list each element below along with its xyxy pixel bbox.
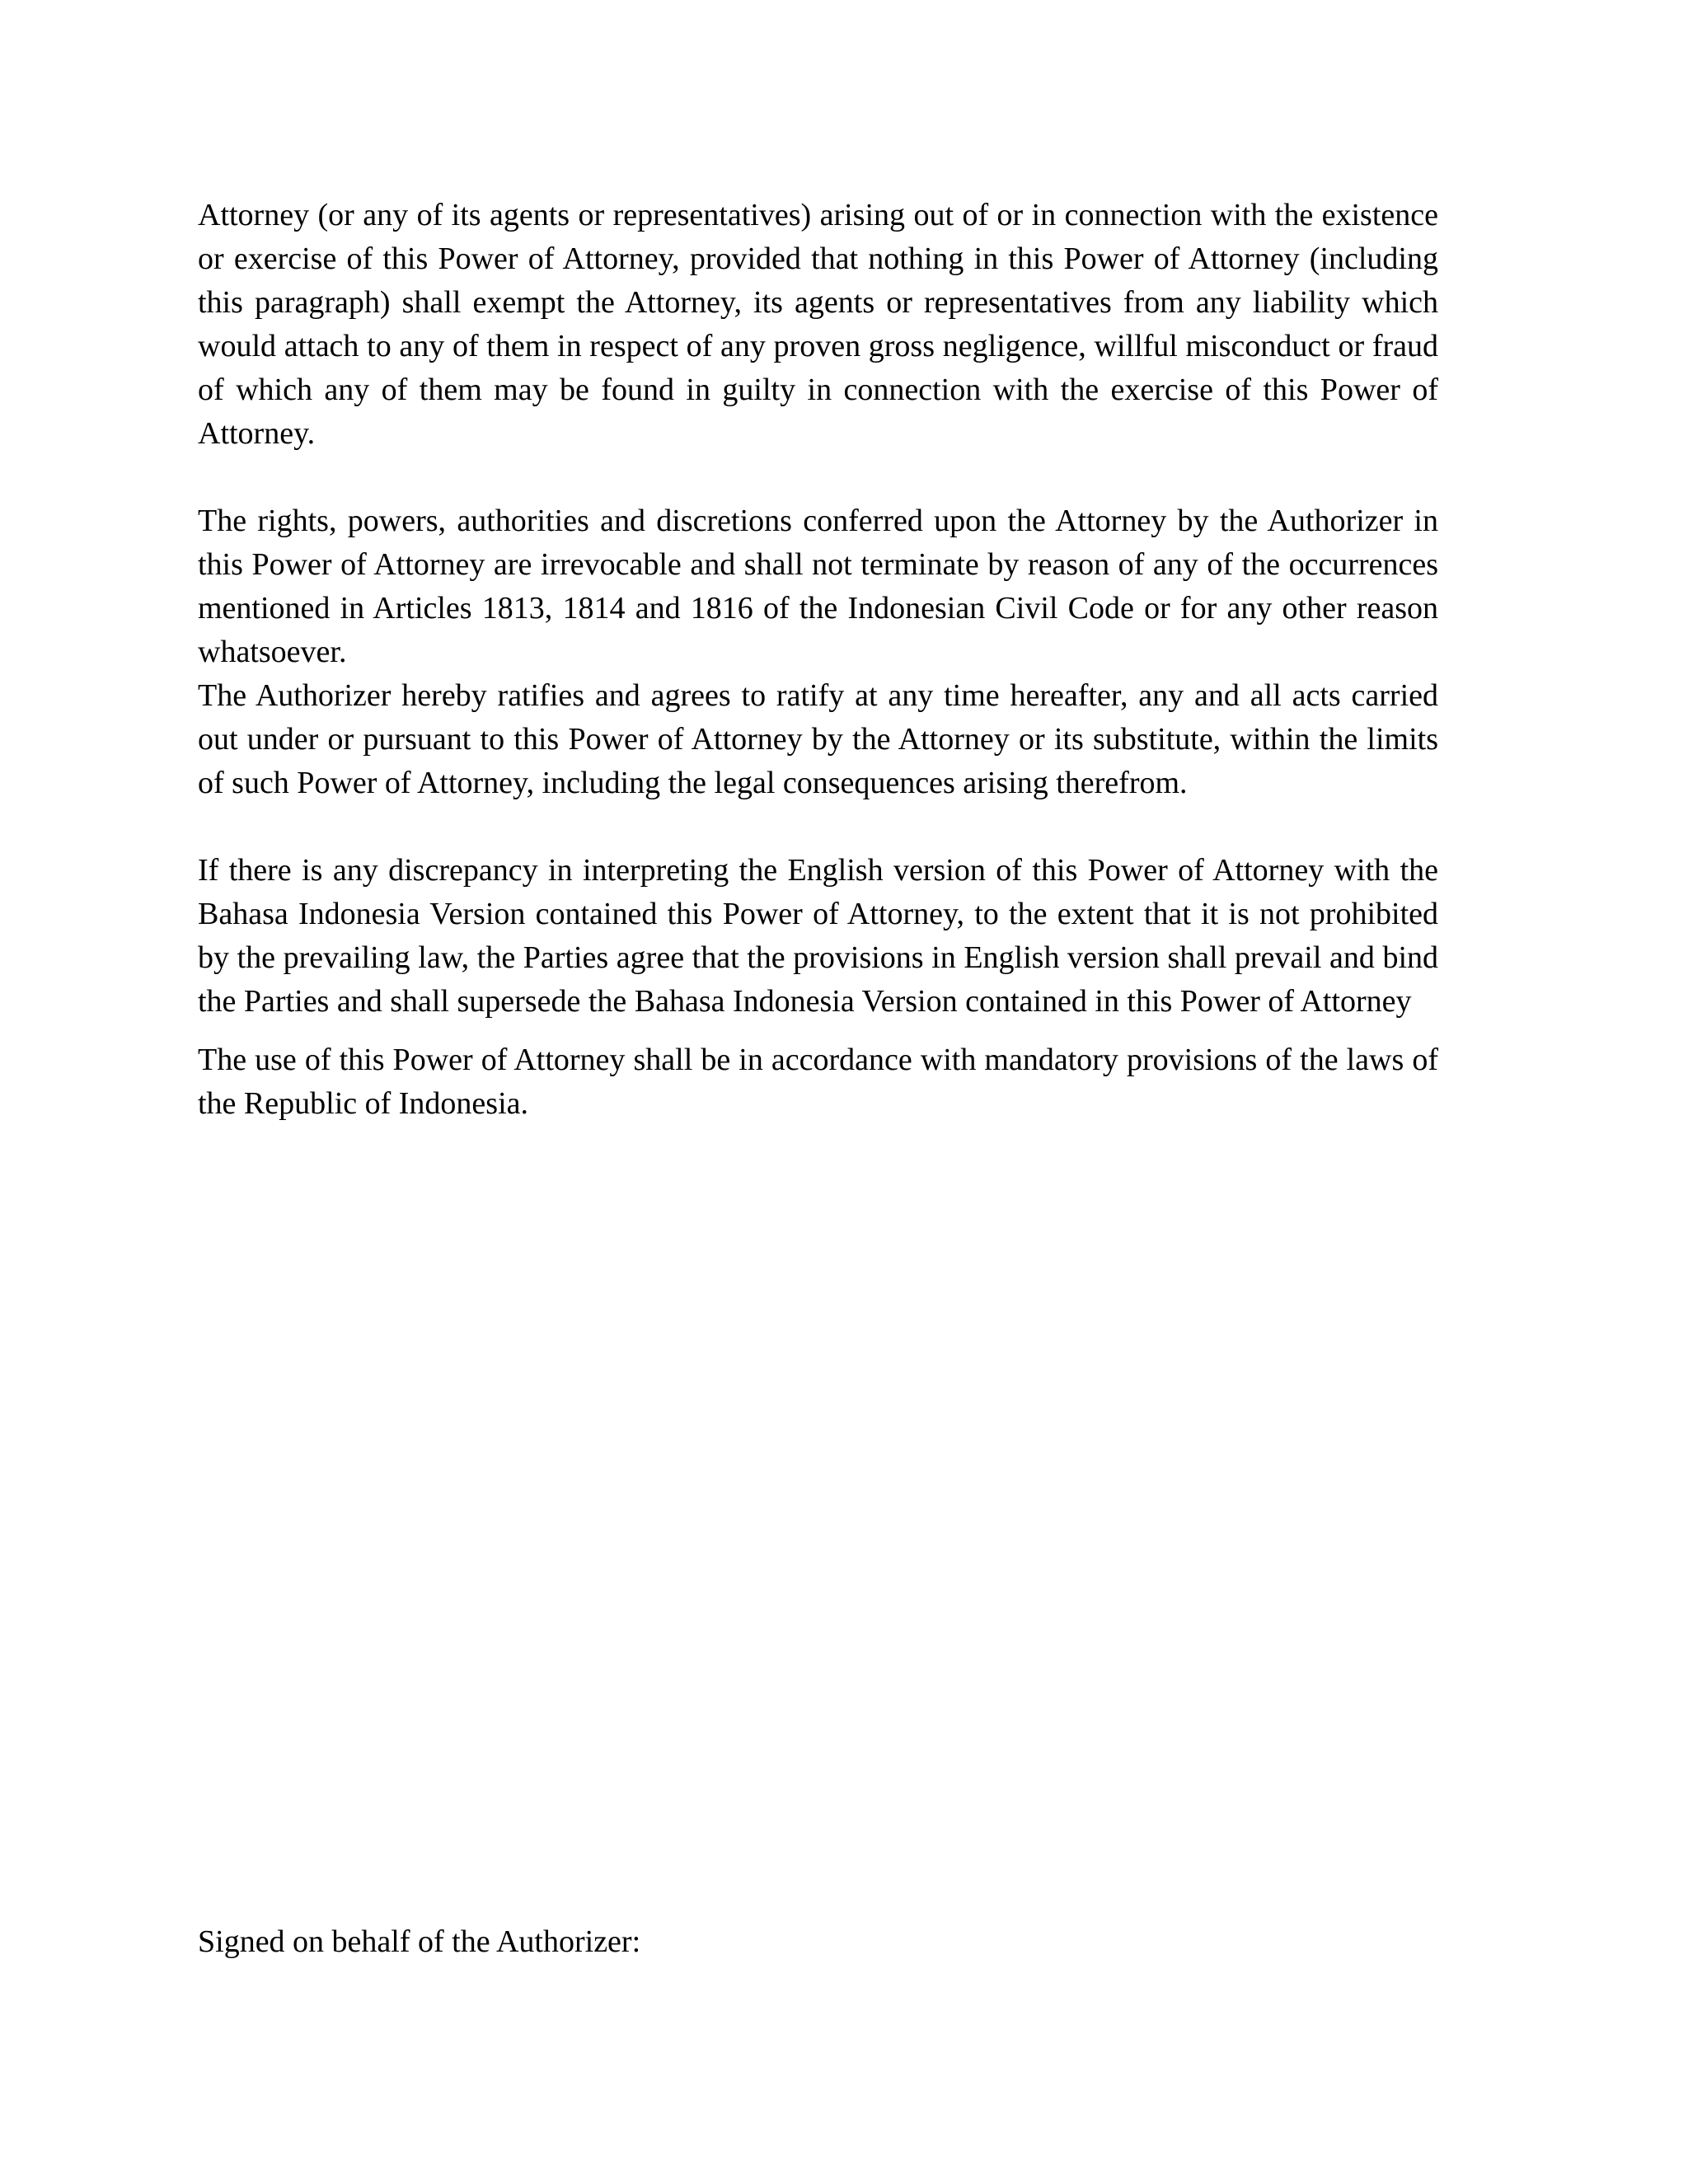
paragraph-irrevocability: The rights, powers, authorities and discretions conferred upon the Attorney by the Authorizer in this Power of Attorney are irrevocable and shall not terminate by reason of any of the occurrences mentioned in Articles 1813, 1814 and 1816 of the Indonesian Civil Code or for any other reason whatsoever. [198,504,1438,669]
paragraph-attorney-liability: Attorney (or any of its agents or representatives) arising out of or in connection with the existence or exercise of this Power of Attorney, provided that nothing in this Power of Attorney (including this paragraph) shall exempt the Attorney, its agents or representatives from any liability which would attach to any of them in respect of any proven gross negligence, willful misconduct or fraud of which any of them may be found in guilty in connection with the exercise of this Power of Attorney. [198,198,1438,451]
paragraph-ratification: The Authorizer hereby ratifies and agrees to ratify at any time hereafter, any and all acts carried out under or pursuant to this Power of Attorney by the Attorney or its substitute, within the limits of such Power of Attorney, including the legal consequences arising therefrom. [198,678,1438,800]
paragraph-language-discrepancy: If there is any discrepancy in interpreting the English version of this Power of Attorney with the Bahasa Indonesia Version contained this Power of Attorney, to the extent that it is not prohibited by the prevailing law, the Parties agree that the provisions in English version shall prevail and bind the Parties and shall supersede the Bahasa Indonesia Version contained in this Power of Attorney [198,853,1438,1019]
signature-line: Signed on behalf of the Authorizer: [198,1924,641,1959]
paragraph-governing-law: The use of this Power of Attorney shall be in accordance with mandatory provisions of the laws of the Republic of Indonesia. [198,1043,1438,1121]
document-body [198,194,1438,1126]
